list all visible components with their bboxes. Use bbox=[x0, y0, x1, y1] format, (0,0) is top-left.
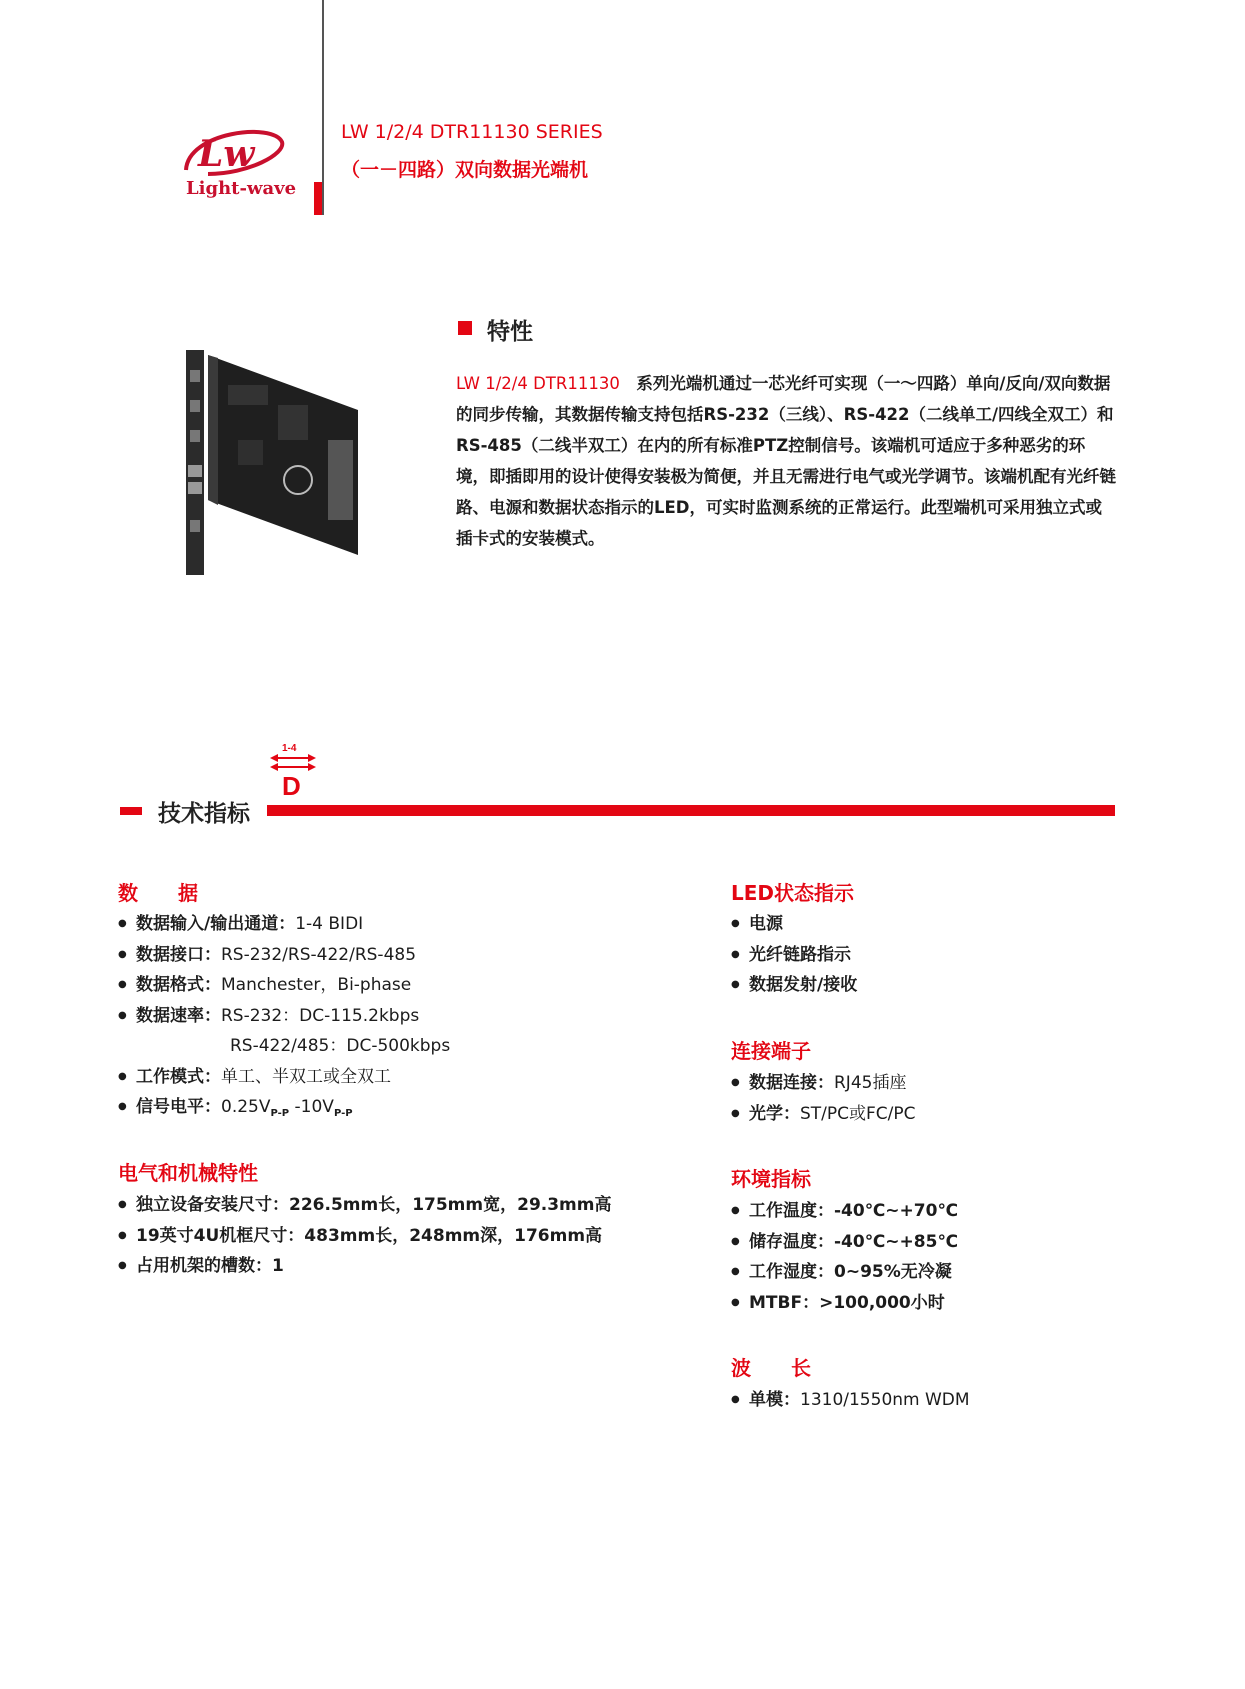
specs-title: 技术指标 bbox=[158, 801, 250, 827]
d-icon-top: 1-4 bbox=[282, 743, 297, 754]
env-item: ● 工作温度：-40℃~+70℃ bbox=[731, 1196, 958, 1227]
wave-item: ● 单模：1310/1550nm WDM bbox=[731, 1385, 970, 1416]
env-list bbox=[731, 1196, 958, 1318]
wave-list bbox=[731, 1385, 970, 1416]
data-list bbox=[118, 909, 450, 1123]
features-lead: LW 1/2/4 DTR11130 bbox=[456, 374, 620, 393]
led-item: ● 数据发射/接收 bbox=[731, 970, 857, 1001]
data-item: ● 工作模式：单工、半双工或全双工 bbox=[118, 1062, 450, 1093]
logo-subtitle: Light-wave bbox=[186, 178, 297, 199]
led-item: ● 光纤链路指示 bbox=[731, 940, 857, 971]
header-divider bbox=[322, 0, 324, 215]
env-item: ● 工作湿度：0~95%无冷凝 bbox=[731, 1257, 958, 1288]
product-subtitle: （一－四路）双向数据光端机 bbox=[341, 159, 589, 181]
series-name: LW 1/2/4 DTR11130 SERIES bbox=[341, 121, 603, 143]
led-heading: LED状态指示 bbox=[731, 881, 855, 905]
ports-list bbox=[731, 1068, 916, 1129]
led-list bbox=[731, 909, 857, 1001]
features-text: 系列光端机通过一芯光纤可实现（一～四路）单向/反向/双向数据的同步传输，其数据传输支持包括RS-232（三线）、RS-422（二线单工/四线全双工）和RS-485（二线半双工）在内的所有标准PTZ控制信号。该端机可适应于多种恶劣的环境，即插即用的设计使得安装极为简便，并且无需进行电气或光学调节。该端机配有光纤链路、电源和数据状态指示的LED，可实时监测系统的正常运行。此型端机可采用独立式或插卡式的安装模式。 bbox=[456, 374, 1116, 548]
data-heading: 数 据 bbox=[118, 881, 198, 905]
ports-item: ● 光学：ST/PC或FC/PC bbox=[731, 1099, 916, 1130]
features-body bbox=[456, 368, 1116, 554]
data-item: ● 数据速率：RS-232：DC-115.2kbps bbox=[118, 1001, 450, 1032]
mech-item: ● 独立设备安装尺寸：226.5mm长，175mm宽，29.3mm高 bbox=[118, 1190, 612, 1221]
features-title: 特性 bbox=[487, 319, 533, 345]
mech-item: ● 19英寸4U机框尺寸：483mm长，248mm深，176mm高 bbox=[118, 1221, 612, 1252]
specs-bar bbox=[267, 805, 1115, 816]
d-icon-letter: D bbox=[282, 771, 301, 800]
mech-item: ● 占用机架的槽数：1 bbox=[118, 1251, 612, 1282]
data-item-continued: RS-422/485：DC-500kbps bbox=[230, 1036, 451, 1056]
ports-heading: 连接端子 bbox=[731, 1039, 811, 1063]
ports-item: ● 数据连接：RJ45插座 bbox=[731, 1068, 916, 1099]
header-accent-bar bbox=[314, 182, 322, 215]
logo-mark: Lw bbox=[198, 133, 255, 175]
env-item: ● 储存温度：-40℃~+85℃ bbox=[731, 1227, 958, 1258]
specs-bar-left bbox=[120, 807, 142, 815]
mech-list bbox=[118, 1190, 612, 1282]
data-item: ● 数据输入/输出通道：1-4 BIDI bbox=[118, 909, 450, 940]
d-channel-icon bbox=[268, 740, 318, 800]
env-heading: 环境指标 bbox=[731, 1167, 811, 1191]
signal-level-item: ● 信号电平：$0.25V_{P-P}$ $-10V_{P-P}$ bbox=[118, 1092, 450, 1123]
data-item: ● 数据接口：RS-232/RS-422/RS-485 bbox=[118, 940, 450, 971]
env-item: ● MTBF：>100,000小时 bbox=[731, 1288, 958, 1319]
wave-heading: 波 长 bbox=[731, 1356, 811, 1380]
product-card-image bbox=[168, 350, 368, 575]
led-item: ● 电源 bbox=[731, 909, 857, 940]
mech-heading: 电气和机械特性 bbox=[118, 1161, 258, 1185]
data-item: ● 数据格式：Manchester，Bi-phase bbox=[118, 970, 450, 1001]
features-marker bbox=[458, 321, 472, 335]
